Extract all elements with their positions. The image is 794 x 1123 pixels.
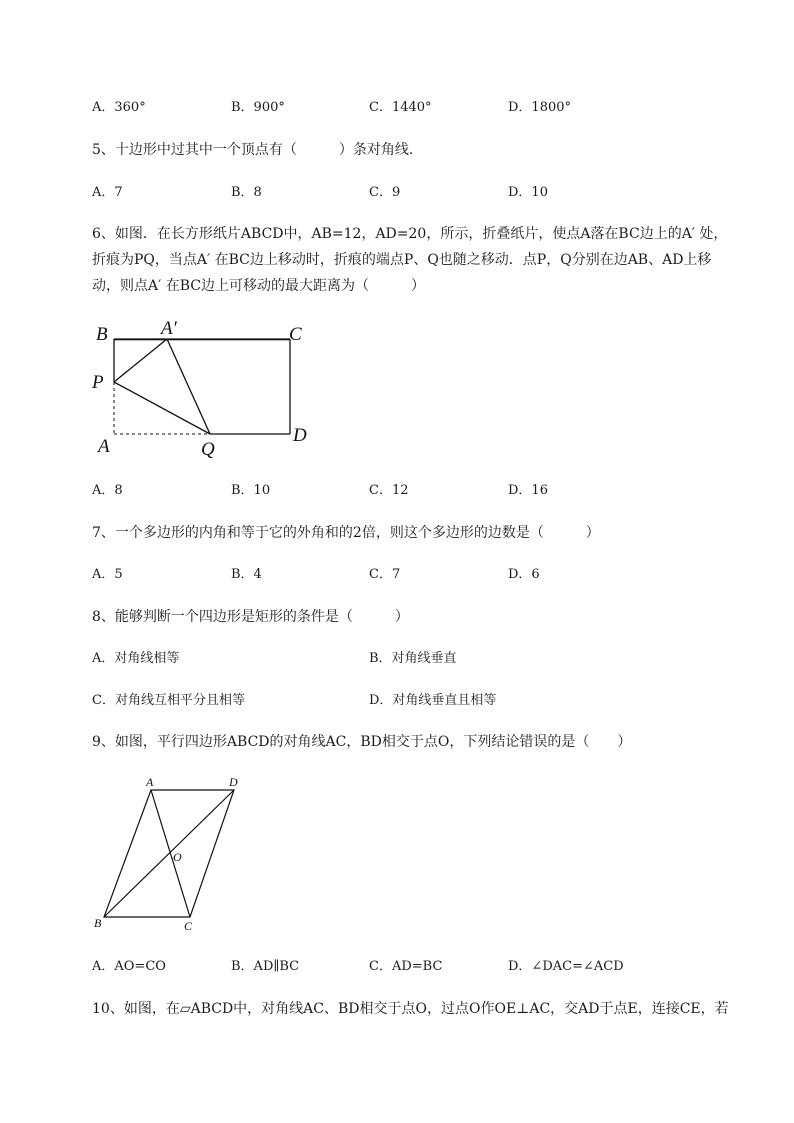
q5-option-b: B．8 xyxy=(231,185,262,200)
q5-option-d: D．10 xyxy=(508,185,548,200)
label-a-prime: A′ xyxy=(161,318,177,339)
q9-option-d: D．∠DAC=∠ACD xyxy=(508,959,624,974)
q6-option-d: D．16 xyxy=(508,483,548,498)
q8-option-b: B．对角线垂直 xyxy=(369,651,457,666)
q7-option-d: D．6 xyxy=(508,567,540,582)
label-a: A xyxy=(146,775,154,789)
q9-parallelogram-figure xyxy=(0,760,794,940)
q4-option-d: D．1800° xyxy=(508,100,572,115)
label-o: O xyxy=(173,850,182,864)
label-c: C xyxy=(289,324,302,345)
label-q: Q xyxy=(201,439,215,460)
q8-option-a: A．对角线相等 xyxy=(92,651,180,666)
q6-stem-line-3: 动，则点A′ 在BC边上可移动的最大距离为（ ） xyxy=(92,278,425,294)
q9-option-c: C．AD=BC xyxy=(369,959,443,974)
q9-stem: 9、如图，平行四边形ABCD的对角线AC，BD相交于点O，下列结论错误的是（ ） xyxy=(92,734,632,750)
q7-stem: 7、一个多边形的内角和等于它的外角和的2倍，则这个多边形的边数是（ ） xyxy=(92,525,600,541)
q6-stem-line-1: 6、如图．在长方形纸片ABCD中，AB=12，AD=20，所示，折叠纸片，使点A落在BC边上的A′ 处， xyxy=(92,226,728,242)
segment-pa-prime xyxy=(114,339,167,382)
label-b: B xyxy=(94,916,102,930)
q6-option-c: C．12 xyxy=(369,483,409,498)
q6-option-a: A．8 xyxy=(92,483,123,498)
segment-a-prime-q xyxy=(167,339,210,434)
q4-option-b: B．900° xyxy=(231,100,285,115)
q6-stem-line-2: 折痕为PQ，当点A′ 在BC边上移动时，折痕的端点P、Q也随之移动．点P，Q分别在边AB、AD上移 xyxy=(92,252,712,268)
q8-stem: 8、能够判断一个四边形是矩形的条件是（ ） xyxy=(92,609,409,625)
label-p: P xyxy=(92,372,104,393)
diagonal-bd xyxy=(104,790,234,917)
q8-option-d: D．对角线垂直且相等 xyxy=(369,693,497,708)
label-b: B xyxy=(96,324,108,345)
label-d: D xyxy=(229,775,238,789)
diagonal-ac xyxy=(151,790,190,917)
q5-option-c: C．9 xyxy=(369,185,401,200)
q5-option-a: A．7 xyxy=(92,185,123,200)
q8-option-c: C．对角线互相平分且相等 xyxy=(92,693,245,708)
label-c: C xyxy=(184,919,193,933)
label-a: A xyxy=(98,436,110,457)
q7-option-b: B．4 xyxy=(231,567,262,582)
q6-rectangle-figure xyxy=(0,0,794,470)
q9-option-b: B．AD∥BC xyxy=(231,959,300,974)
q4-option-c: C．1440° xyxy=(369,100,432,115)
q4-option-a: A．360° xyxy=(92,100,146,115)
q7-option-c: C．7 xyxy=(369,567,401,582)
segment-pq xyxy=(114,382,210,434)
q10-stem: 10、如图，在▱ABCD中，对角线AC、BD相交于点O，过点O作OE⊥AC，交AD于点E，连接CE，若 xyxy=(92,1001,729,1017)
q9-option-a: A．AO=CO xyxy=(92,959,166,974)
q5-stem: 5、十边形中过其中一个顶点有（ ）条对角线． xyxy=(92,142,423,158)
q7-option-a: A．5 xyxy=(92,567,123,582)
q6-option-b: B．10 xyxy=(231,483,271,498)
label-d: D xyxy=(293,425,307,446)
